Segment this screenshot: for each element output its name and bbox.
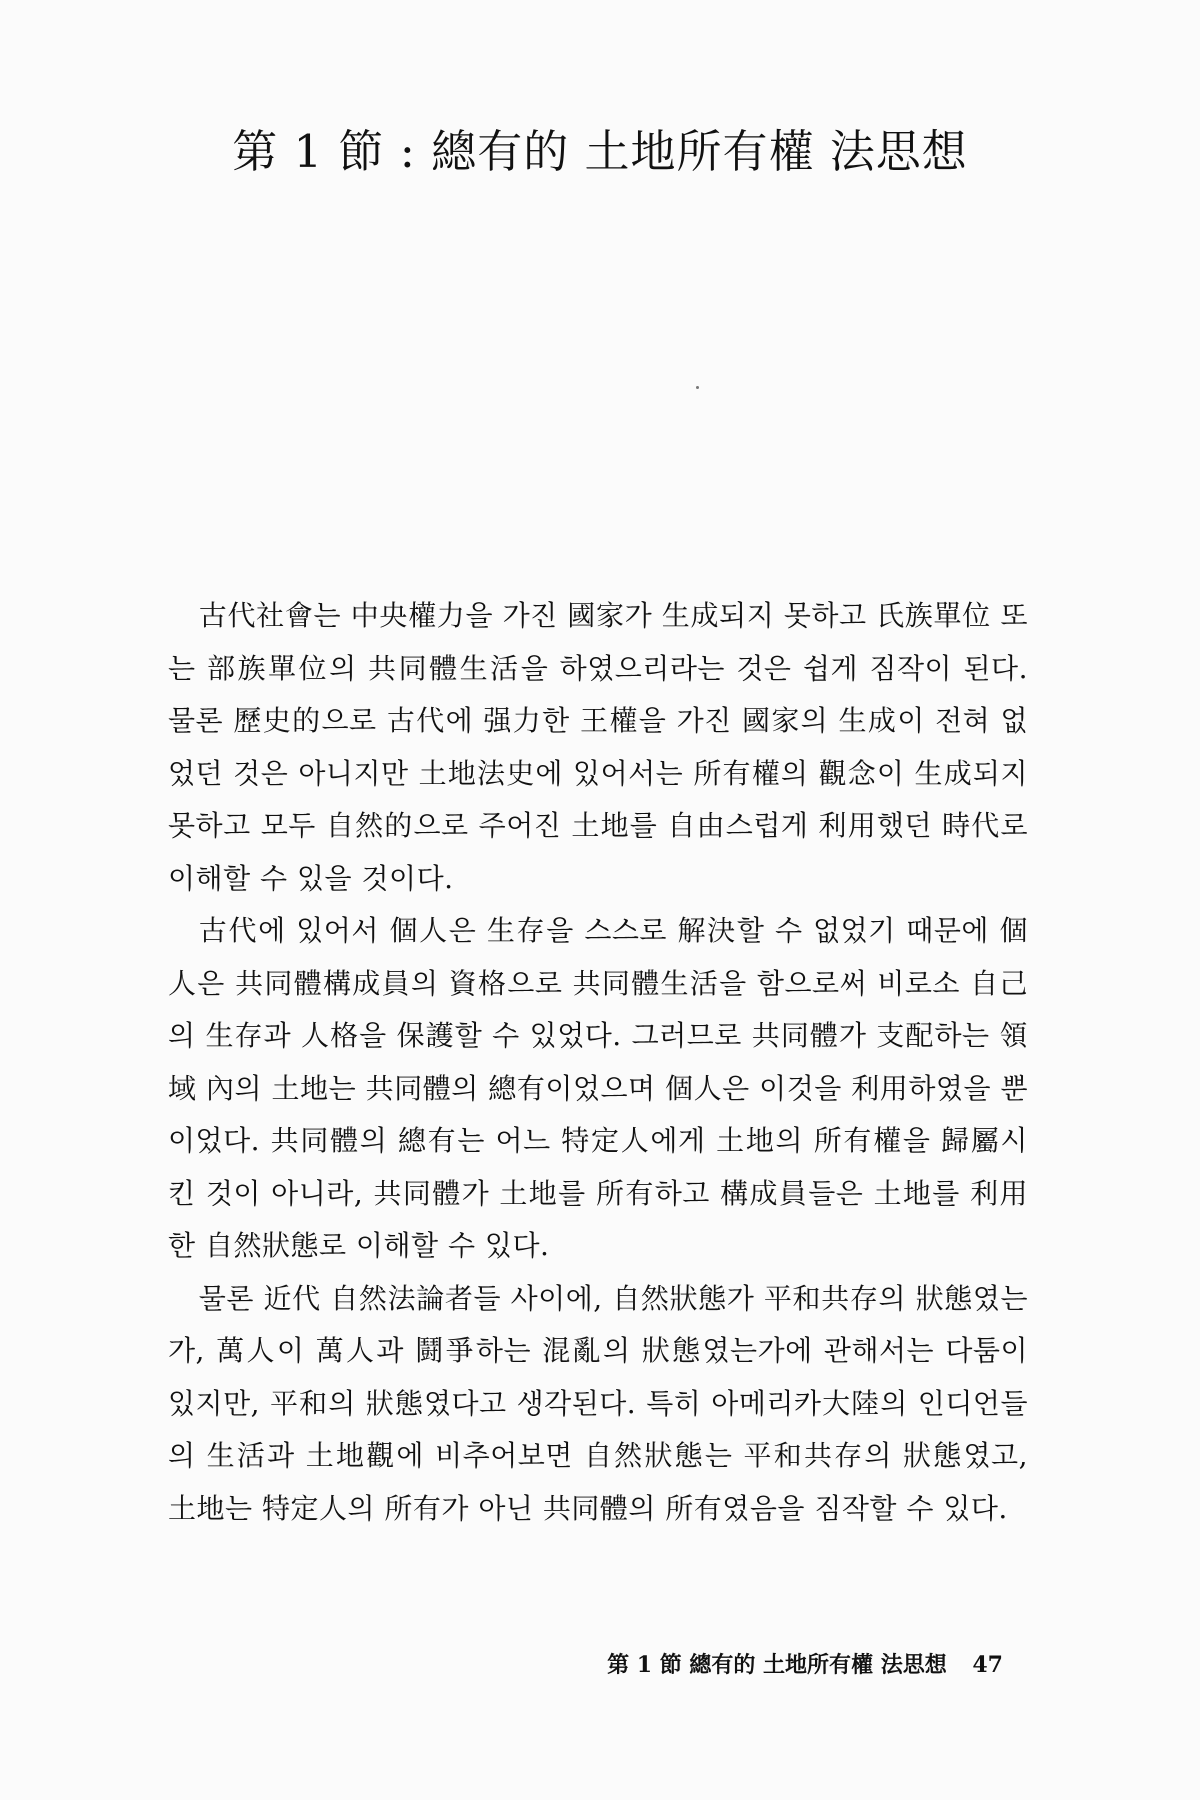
paragraph-2: 古代에 있어서 個人은 生存을 스스로 解決할 수 없었기 때문에 個人은 共同體構成員의 資格으로 共同體生活을 함으로써 비로소 自己의 生存과 人格을 保護할 수 있었다. 그러므로 共同體가 支配하는 領域 內의 土地는 共同體의 總有이었으며 個人은 이것을 利用하였을 뿐이었다. 共同體의 總有는 어느 特定人에게 土地의 所有權을 歸屬시킨 것이 아니라, 共同體가 土地를 所有하고 構成員들은 土地를 利用한 自然狀態로 이해할 수 있다. <box>168 914 1028 1262</box>
footer-running-title: 第 1 節 總有的 土地所有權 法思想 <box>607 1652 947 1678</box>
page-number: 47 <box>972 1652 1003 1678</box>
print-speck <box>696 386 699 389</box>
paragraph-1: 古代社會는 中央權力을 가진 國家가 生成되지 못하고 氏族單位 또는 部族單位의 共同體生活을 하였으리라는 것은 쉽게 짐작이 된다. 물론 歷史的으로 古代에 强力한 王權을 가진 國家의 生成이 전혀 없었던 것은 아니지만 土地法史에 있어서는 所有權의 觀念이 生成되지 못하고 모두 自然的으로 주어진 土地를 自由스럽게 利用했던 時代로 이해할 수 있을 것이다. <box>168 599 1028 895</box>
body-text <box>168 590 1028 1535</box>
chapter-title: 第 1 節 : 總有的 土地所有權 法思想 <box>232 125 968 178</box>
running-footer <box>0 1648 1003 1679</box>
paragraph-3: 물론 近代 自然法論者들 사이에, 自然狀態가 平和共存의 狀態였는가, 萬人이 萬人과 鬪爭하는 混亂의 狀態였는가에 관해서는 다툼이 있지만, 平和의 狀態였다고 생각된다. 특히 아메리카大陸의 인디언들의 生活과 土地觀에 비추어보면 自然狀態는 平和共存의 狀態였고, 土地는 特定人의 所有가 아닌 共同體의 所有였음을 짐작할 수 있다. <box>168 1281 1028 1525</box>
